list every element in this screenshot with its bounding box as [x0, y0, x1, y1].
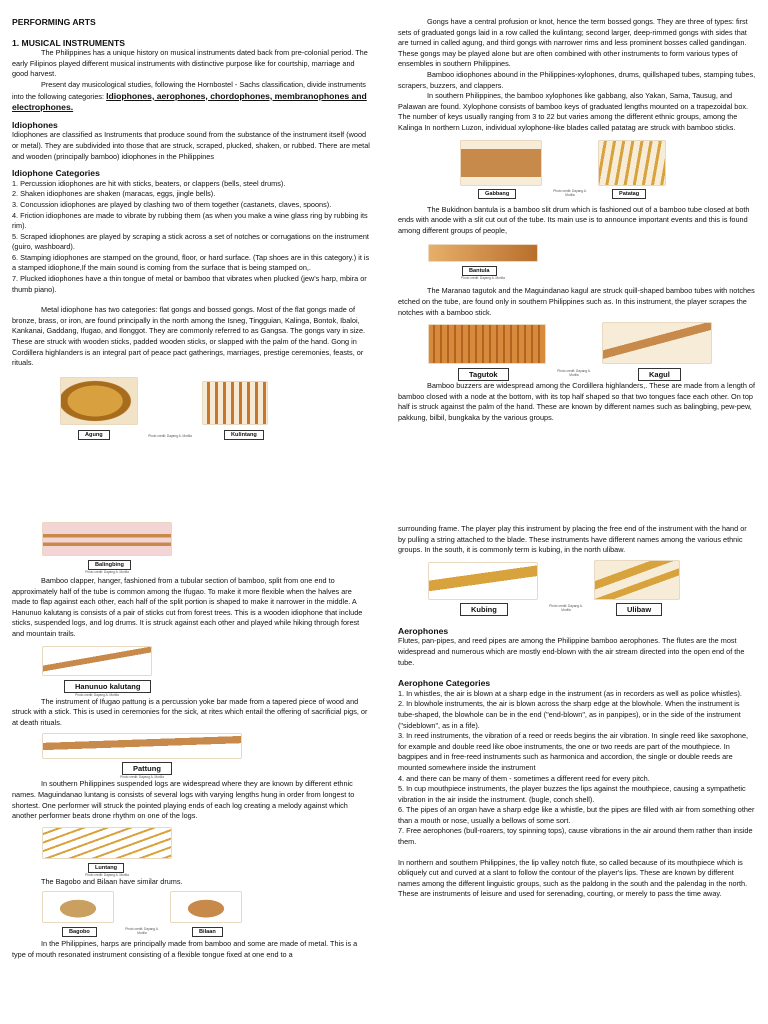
figure-balingbing — [42, 522, 172, 574]
aero-cat-item: 1. In whistles, the air is blown at a sharp edge in the instrument (as in recorders as well as police whistles). — [398, 688, 742, 698]
patatag-photo — [598, 140, 666, 186]
figure-kubing — [428, 562, 538, 616]
idio-cat-item: 7. Plucked idiophones have a thin tongue of metal or bamboo that vibrates when plucked (jew's harp, mbira or thumb piano). — [12, 274, 367, 294]
idio-cat-item: 4. Friction idiophones are made to vibrate by rubbing them (as when you make a wine glass ring by rubbing its rim). — [12, 210, 368, 231]
luntang-label: Luntang — [88, 863, 124, 873]
idio-cat-item: 5. Scraped idiophones are played by scraping a stick across a set of notches or corrugations on the instrument (guiro, washboard). — [12, 231, 369, 252]
tagutok-paragraph: The Maranao tagutok and the Maguindanao kagul are struck quill-shaped bamboo tubes with notches etched on the tube, are found only in southern Philippines such as. In this instrument, the player scrapes the notches with a bamboo stick. — [398, 286, 755, 317]
metal-idiophone-paragraph: Metal idiophone has two categories: flat gongs and bossed gongs. Most of the flat gongs made of bronze, brass, or iron, are found principally in the north among the Isneg, Tingguian, Kalinga, Bontok, Ibaloi, Kankanai, Gaddang, Ifugao, and Ilonggot. They are commonly referred to as Gangsa. The gongs vary in size. These are struck with wooden sticks, padded wooden sticks, or slapped with the palm of the hand. Gong in Cordillera highlanders is an integral part of peace pact gatherings, marriages, prestige ceremonies, feasts, or rituals. — [12, 305, 366, 368]
agung-photo — [60, 377, 138, 425]
gabbang-photo — [460, 140, 542, 186]
aerophones-heading: Aerophones — [398, 625, 449, 636]
luntang-photo — [42, 827, 172, 859]
aerophone-categories-heading: Aerophone Categories — [398, 678, 491, 689]
pattung-photo — [42, 733, 242, 759]
tagutok-photo — [428, 324, 546, 364]
buzzers-paragraph: Bamboo buzzers are widespread among the Cordillera highlanders,. These are made from a length of bamboo closed with a node at the bottom, with its top half shaped so that two tongues face each other. On top half is struck against the palm of the hand. These are known by different names such as balingbing, pew-pew, pakkung, bilbil, bungkaka by the various groups. — [398, 381, 756, 422]
figure-bagobo — [42, 891, 114, 937]
gabbang-label: Gabbang — [478, 189, 516, 199]
figure-agung-kulintang — [60, 377, 370, 440]
hanunuo-photo — [42, 646, 152, 676]
figure-agung — [60, 377, 138, 440]
categories-list: Idiophones, aerophones, chordophones, membranophones and electrophones. — [12, 90, 367, 113]
aerophones-paragraph: Flutes, pan-pipes, and reed pipes are among the Philippine bamboo aerophones. The flutes are the most widespread and numerous which are mostly end-blown with the air stream directed into the open end of the tube. — [398, 636, 745, 667]
idiophone-categories-heading: Idiophone Categories — [12, 168, 100, 179]
photo-credit: Photo credit: Dayang A. Morilla — [85, 570, 129, 574]
right-bottom-column — [398, 524, 756, 900]
aero-cat-item: 7. Free aerophones (bull-roarers, toy spinning tops), cause vibrations in the air around them rather than inside them. — [398, 826, 753, 847]
photo-credit: Photo credit: Dayang A. Morilla — [148, 433, 192, 438]
figure-patatag — [598, 140, 666, 199]
photo-credit: Photo credit: Dayang A. Morilla — [125, 927, 159, 936]
photo-credit: Photo credit: Dayang A. Morilla — [75, 692, 119, 697]
bantula-label: Bantula — [462, 266, 497, 276]
figure-tagutok-kagul — [428, 322, 756, 381]
photo-credit: Photo credit: Dayang A. Morilla — [461, 276, 505, 281]
idio-cat-item: 6. Stamping idiophones are stamped on the ground, floor, or hard surface. (Tap shoes are in this category.) it is a stamped idiophone,If the main sound is coming from the surface that is being stamped on,. — [12, 252, 370, 273]
figure-luntang — [42, 827, 172, 877]
tagutok-label: Tagutok — [458, 368, 509, 381]
hanunuo-label: Hanunuo kalutang — [64, 680, 151, 693]
pattung-paragraph: The instrument of Ifugao pattung is a percussion yoke bar made from a tapered piece of wood and struck with a stick. This is used in ceremonies for the sick, at rites which entail the offering of sacrificial pigs, or at death rituals. — [12, 696, 368, 727]
kubing-photo — [428, 562, 538, 600]
kulintang-photo — [202, 381, 268, 425]
left-bottom-column — [12, 522, 370, 961]
aero-cat-item: 6. The pipes of an organ have a sharp edge like a whistle, but the pipes are filled with air from something other than a mouth or nose, usually a bellows of some sort. — [398, 805, 755, 825]
figure-bantula — [428, 244, 538, 280]
right-top-column — [398, 17, 756, 423]
harps-paragraph: In the Philippines, harps are principally made from bamboo and some are made of metal. This is a type of mouth resonated instrument consisting of a flexible tongue fixed at one end to a — [12, 939, 358, 959]
frame-paragraph: surrounding frame. The player play this instrument by placing the free end of the instrument with the hand or by pulling a string attached to the blade. These instruments have different names among the various ethnic groups. In the south, it is commonly term is kubing, in the north ulibaw. — [398, 524, 747, 555]
intro-paragraph-2: Present day musicological studies, following the Hornbostel - Sachs classification, divide instruments into the following categories: Idiophones, aerophones, chordophones, membranophones and electrophones. — [12, 79, 367, 113]
figure-ulibaw — [594, 560, 680, 616]
agung-label: Agung — [78, 430, 110, 440]
idiophones-heading: Idiophones — [12, 119, 58, 130]
bantula-photo — [428, 244, 538, 262]
figure-kubing-ulibaw — [428, 560, 756, 616]
aero-cat-item: 3. In reed instruments, the vibration of a reed or reeds begins the air vibration. In single reed like saxophone, for example and double reed like oboe instruments, the one or two reeds are part of the mouthpiece. In bagpipes and in free-reed instruments such as harmonica and accordion, the single or double reeds are mounted somewhere inside the instrument — [398, 731, 749, 772]
kagul-label: Kagul — [638, 368, 681, 381]
aero-cat-item: 4. and there can be many of them - sometimes a different reed for every pitch. — [398, 773, 650, 783]
aero-cat-item: 2. In blowhole instruments, the air is blown across the sharp edge at the blowhole. When the instrument is tube-shaped, the blowhole can be in the end ("end-blown", as in panpipes), or in the side of the instrument ("sideblown", as in a fife). — [398, 699, 741, 730]
aero-cat-item: 5. In cup mouthpiece instruments, the player buzzes the lips against the mouthpiece, causing a sympathetic vibration in the air inside the instrument. (bugle, conch shell). — [398, 784, 746, 804]
bamboo-idiophones-paragraph: Bamboo idiophones abound in the Philippines-xylophones, drums, quillshaped tubes, stamping tubes, scrapers, buzzers, and clappers. — [398, 69, 756, 90]
bantula-paragraph: The Bukidnon bantula is a bamboo slit drum which is fashioned out of a bamboo tube closed at both ends with anode with a slit cut out of the tube. Its main use is to announce important events and this is found among different groups of people, — [398, 204, 750, 235]
figure-gabbang — [460, 140, 542, 199]
kagul-photo — [602, 322, 712, 364]
pattung-label: Pattung — [122, 762, 172, 775]
figure-kulintang — [202, 381, 268, 440]
idio-cat-item: 2. Shaken idiophones are shaken (maracas, eggs, jingle bells). — [12, 189, 216, 199]
xylophone-paragraph: In southern Philippines, the bamboo xylophones like gabbang, also Yakan, Sama, Tausug, and Palawan are found. Xylophone consists of bamboo keys of graduated lengths mounted on a trapezoidal box. The number of keys usually ranging from 3 to 22 but varies among the different ethnic groups, among the Kalinga In northern Luzon, individual xylophone-like blades called patatag are struck with bamboo sticks. — [398, 91, 749, 132]
photo-credit: Photo credit: Dayang A. Morilla — [557, 369, 591, 378]
figure-kagul — [602, 322, 712, 381]
figure-tagutok — [428, 324, 546, 381]
balingbing-label: Balingbing — [88, 560, 131, 570]
balingbing-photo — [42, 522, 172, 556]
bagobo-photo — [42, 891, 114, 923]
lip-valley-paragraph: In northern and southern Philippines, the lip valley notch flute, so called because of its mouthpiece which is obliquely cut and curved at a slant to follow the contour of the player's lips. These are known by different names among the different linguistic groups, such as the paldong in the south and the palendag in the north. These are instruments of leisure and used for serenading, courting, or merely to pass the time away. — [398, 857, 748, 899]
photo-credit: Photo credit: Dayang A. Morilla — [549, 603, 583, 612]
section-title: 1. MUSICAL INSTRUMENTS — [12, 37, 125, 48]
idiophones-paragraph: Idiophones are classified as Instruments that produce sound from the substance of the instrument itself (wood or metal). They are subdivided into those that are struck, scraped, plucked, shaken, or rubbed. There are metal and wooden (principally bamboo) idiophones in the Philippines — [12, 130, 370, 161]
figure-pattung — [42, 733, 242, 779]
idio-cat-item: 3. Concussion idiophones are played by clashing two of them together (castanets, claves, spoons). — [12, 199, 332, 209]
bagobo-label: Bagobo — [62, 927, 97, 937]
bilaan-photo — [170, 891, 242, 923]
kulintang-label: Kulintang — [224, 430, 264, 440]
figure-bagobo-bilaan — [42, 891, 370, 937]
bagobo-paragraph: The Bagobo and Bilaan have similar drums. — [41, 876, 183, 886]
figure-bilaan — [170, 891, 242, 937]
luntang-paragraph: In southern Philippines suspended logs are widespread where they are known by different ethnic names. Maguindanao luntang is consists of several logs with varying lengths hung in order from longest to shortest. One performer will struck the pointed playing ends of each log creating a melody against which another performer beats drone rhythm on one of the logs. — [12, 779, 355, 821]
doc-title: PERFORMING ARTS — [12, 17, 96, 27]
kubing-label: Kubing — [460, 603, 508, 616]
figure-gabbang-patatag — [460, 140, 756, 199]
patatag-label: Patatag — [612, 189, 646, 199]
figure-hanunuo-kalutang — [42, 646, 152, 697]
bilaan-label: Bilaan — [192, 927, 223, 937]
ulibaw-label: Ulibaw — [616, 603, 662, 616]
ulibaw-photo — [594, 560, 680, 600]
idio-cat-item: 1. Percussion idiophones are hit with sticks, beaters, or clappers (bells, steel drums). — [12, 178, 286, 188]
clapper-paragraph: Bamboo clapper, hanger, fashioned from a tubular section of bamboo, split from one end to approximately half of the tube is common among the Ifugao. To make it more flexible when the halves are made to flap against each other, each half of the split portion is shaped to make it narrower in the middle. A Hanunuo kalutang is consists of a pair of sticks cut from forest trees. This is a wooden idiophone that include sticks, suspended logs, and log drums. It is struck against each other and played while hiking through forest and mountain trails. — [12, 576, 363, 638]
photo-credit: Photo credit: Dayang A. Morilla — [120, 775, 164, 780]
photo-credit: Photo credit: Dayang A. Morilla — [553, 188, 587, 197]
left-top-column — [12, 17, 370, 440]
photo-credit: Photo credit: Dayang A. Morilla — [85, 872, 129, 877]
gongs-paragraph: Gongs have a central profusion or knot, hence the term bossed gongs. They are three of types: first sets of graduated gongs laid in a row called the kulintang; second larger, deep-rimmed gongs with sides that are turned in called agung, and third gongs with narrower rims and less prominent bosses called gandingan. These gongs may be played alone but are often combined with other instruments to form various types of ensembles in southern Philippines. — [398, 17, 748, 69]
intro-paragraph-1: The Philippines has a unique history on musical instruments dated back from pre-colonial period. The early Filipinos played different musical instruments with distinctive purpose like for courtship, marriage and good harvest. — [12, 48, 368, 79]
